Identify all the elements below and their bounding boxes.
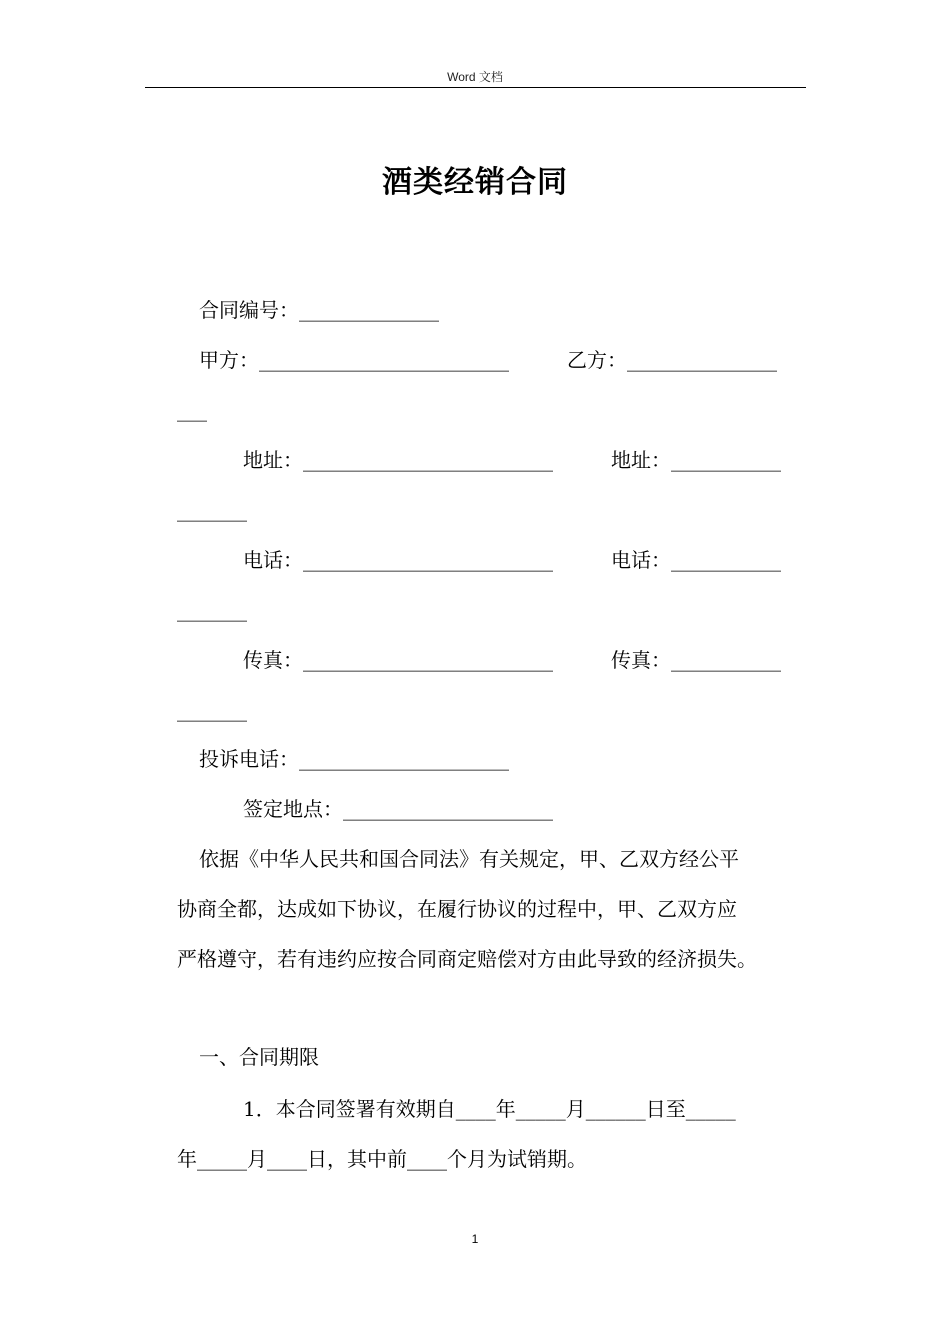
intro-paragraph-line-2: 协商全都，达成如下协议，在履行协议的过程中，甲、乙双方应 bbox=[177, 897, 737, 921]
clause-1-line-2: 年_____月____日，其中前____个月为试销期。 bbox=[177, 1147, 587, 1171]
party-b-field-continuation: ___ bbox=[177, 398, 207, 422]
fax-field-continuation: _______ bbox=[177, 698, 247, 722]
party-a-fax-field: 传真：_________________________ bbox=[243, 648, 553, 672]
party-b-phone-field: 电话：___________ bbox=[611, 548, 781, 572]
party-b-field: 乙方：_______________ bbox=[567, 348, 777, 372]
clause-1-line-1: 1．本合同签署有效期自____年_____月______日至_____ bbox=[243, 1097, 736, 1121]
party-a-field: 甲方：_________________________ bbox=[199, 348, 509, 372]
document-title: 酒类经销合同 bbox=[382, 165, 568, 200]
header-rule bbox=[145, 87, 806, 88]
signing-place-field: 签定地点：_____________________ bbox=[243, 797, 553, 821]
phone-field-continuation: _______ bbox=[177, 598, 247, 622]
page-header: Word 文档 bbox=[447, 70, 503, 84]
party-b-fax-field: 传真：___________ bbox=[611, 648, 781, 672]
complaint-phone-field: 投诉电话：_____________________ bbox=[199, 747, 509, 771]
page-number: 1 bbox=[471, 1232, 479, 1246]
intro-paragraph-line-1: 依据《中华人民共和国合同法》有关规定，甲、乙双方经公平 bbox=[199, 847, 739, 871]
section-heading-contract-term: 一、合同期限 bbox=[199, 1045, 319, 1069]
intro-paragraph-line-3: 严格遵守，若有违约应按合同商定赔偿对方由此导致的经济损失。 bbox=[177, 947, 757, 971]
party-a-address-field: 地址：_________________________ bbox=[243, 448, 553, 472]
contract-number-field: 合同编号：______________ bbox=[199, 298, 439, 322]
party-a-phone-field: 电话：_________________________ bbox=[243, 548, 553, 572]
address-field-continuation: _______ bbox=[177, 498, 247, 522]
party-b-address-field: 地址：___________ bbox=[611, 448, 781, 472]
